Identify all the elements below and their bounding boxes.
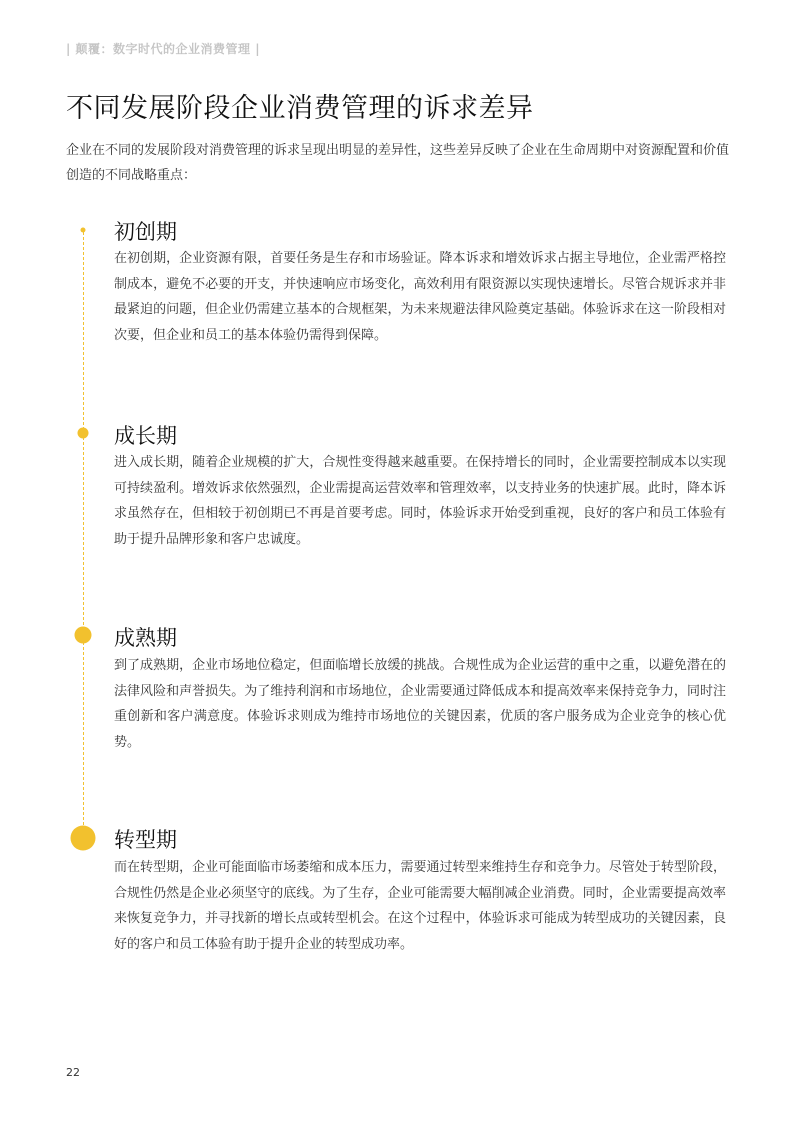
stage-dot-1: [81, 228, 86, 233]
stage-dot-2: [78, 428, 89, 439]
stage-body-growth: 进入成长期，随着企业规模的扩大，合规性变得越来越重要。在保持增长的同时，企业需要控制成本以实现可持续盈利。增效诉求依然强烈，企业需提高运营效率和管理效率，以支持业务的快速扩展。此时，降本诉求虽然存在，但相较于初创期已不再是首要考虑。同时，体验诉求开始受到重视，良好的客户和员工体验有助于提升品牌形象和客户忠诚度。: [114, 455, 726, 547]
stage-dot-4: [71, 826, 96, 851]
stage-dot-3: [75, 627, 92, 644]
stage-title-startup: 初创期: [114, 220, 177, 244]
stage-title-growth: 成长期: [114, 424, 177, 448]
stage-title-maturity: 成熟期: [114, 626, 177, 650]
page-number: 22: [66, 1066, 80, 1079]
timeline-line: [83, 232, 84, 840]
stage-body-transformation: 而在转型期，企业可能面临市场萎缩和成本压力，需要通过转型来维持生存和竞争力。尽管处于转型阶段，合规性仍然是企业必须坚守的底线。为了生存，企业可能需要大幅削减企业消费。同时，企业需要提高效率来恢复竞争力，并寻找新的增长点或转型机会。在这个过程中，体验诉求可能成为转型成功的关键因素，良好的客户和员工体验有助于提升企业的转型成功率。: [114, 860, 726, 952]
running-header: | 颠覆：数字时代的企业消费管理 |: [66, 42, 261, 56]
stage-body-maturity: 到了成熟期，企业市场地位稳定，但面临增长放缓的挑战。合规性成为企业运营的重中之重，以避免潜在的法律风险和声誉损失。为了维持利润和市场地位，企业需要通过降低成本和提高效率来保持竞争力，同时注重创新和客户满意度。体验诉求则成为维持市场地位的关键因素，优质的客户服务成为企业竞争的核心优势。: [114, 658, 726, 750]
stage-title-transformation: 转型期: [114, 828, 177, 852]
page-title: 不同发展阶段企业消费管理的诉求差异: [66, 93, 534, 124]
stage-body-startup: 在初创期，企业资源有限，首要任务是生存和市场验证。降本诉求和增效诉求占据主导地位，企业需严格控制成本，避免不必要的开支，并快速响应市场变化，高效利用有限资源以实现快速增长。尽管合规诉求并非最紧迫的问题，但企业仍需建立基本的合规框架，为未来规避法律风险奠定基础。体验诉求在这一阶段相对次要，但企业和员工的基本体验仍需得到保障。: [114, 251, 726, 343]
intro-paragraph: 企业在不同的发展阶段对消费管理的诉求呈现出明显的差异性，这些差异反映了企业在生命周期中对资源配置和价值创造的不同战略重点：: [66, 143, 730, 183]
